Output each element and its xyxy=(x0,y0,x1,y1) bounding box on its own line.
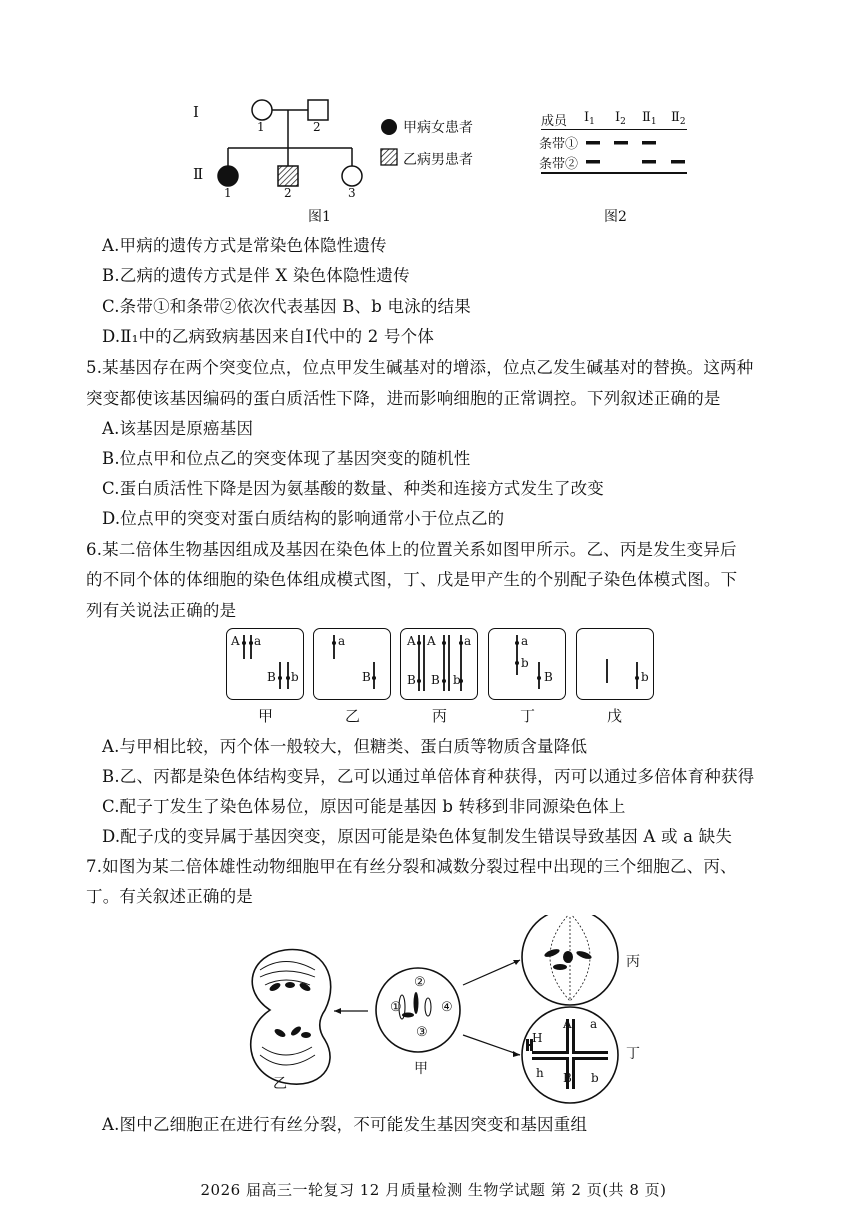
generation-II-label: Ⅱ xyxy=(193,165,204,183)
q6-option-a: A.与甲相比较，丙个体一般较大，但糖类、蛋白质等物质含量降低 xyxy=(102,737,588,756)
panel-label-jia: 甲 xyxy=(258,707,274,725)
page-footer: 2026 届高三一轮复习 12 月质量检测 生物学试题 第 2 页(共 8 页) xyxy=(200,1181,667,1199)
generation-I-label: Ⅰ xyxy=(193,103,199,121)
I1-number: 1 xyxy=(257,120,265,134)
panel-wu: b xyxy=(576,628,654,700)
panel-yi: a B xyxy=(313,628,391,700)
cell-label-bing: 丙 xyxy=(626,954,640,970)
q5-option-a: A.该基因是原癌基因 xyxy=(102,419,254,438)
q6-stem-line2: 的不同个体的体细胞的染色体组成模式图，丁、戊是甲产生的个别配子染色体模式图。下 xyxy=(86,570,738,589)
col-II2: $Ⅱ_2$ xyxy=(671,110,686,127)
band-marks xyxy=(580,136,690,166)
q6-option-b: B.乙、丙都是染色体结构变异，乙可以通过单倍体育种获得，丙可以通过多倍体育种获得 xyxy=(102,767,755,786)
q6-option-c: C.配子丁发生了染色体易位，原因可能是基因 b 转移到非同源染色体上 xyxy=(102,797,626,816)
q6-option-d: D.配子戊的变异属于基因突变，原因可能是染色体复制发生错误导致基因 A 或 a 缺失 xyxy=(102,827,733,846)
II1-number: 1 xyxy=(224,186,232,200)
chrom-number-4: ④ xyxy=(441,1000,453,1015)
II1-affected-female-symbol xyxy=(218,166,238,186)
q5-option-b: B.位点甲和位点乙的突变体现了基因突变的随机性 xyxy=(102,449,471,468)
q7-stem-line1: 7.如图为某二倍体雄性动物细胞甲在有丝分裂和减数分裂过程中出现的三个细胞乙、丙、 xyxy=(86,857,737,876)
panel-label-bing: 丙 xyxy=(432,707,448,725)
legend-disease-b-male: 乙病男患者 xyxy=(403,152,473,168)
col-I2: $Ⅰ_2$ xyxy=(615,110,626,127)
row-band-2: 条带② xyxy=(539,157,579,172)
legend-symbols xyxy=(380,118,400,168)
q5-stem-line1: 5.某基因存在两个突变位点，位点甲发生碱基对的增添，位点乙发生碱基对的替换。这两种 xyxy=(86,358,754,377)
II3-female-symbol xyxy=(342,166,362,186)
ding-gene-a: a xyxy=(590,1017,598,1031)
col-I1: $Ⅰ_1$ xyxy=(584,110,595,127)
q6-stem-line3: 列有关说法正确的是 xyxy=(86,601,237,620)
q5-option-d: D.位点甲的突变对蛋白质结构的影响通常小于位点乙的 xyxy=(102,509,505,528)
panel-label-yi: 乙 xyxy=(345,707,361,725)
ding-gene-A: A xyxy=(563,1017,572,1031)
header-members: 成员 xyxy=(541,114,568,129)
q4-option-b: B.乙病的遗传方式是伴 X 染色体隐性遗传 xyxy=(102,266,410,285)
q5-stem-line2: 突变都使该基因编码的蛋白质活性下降，进而影响细胞的正常调控。下列叙述正确的是 xyxy=(86,389,721,408)
cell-label-jia: 甲 xyxy=(414,1061,428,1077)
q7-option-a: A.图中乙细胞正在进行有丝分裂，不可能发生基因突变和基因重组 xyxy=(102,1115,588,1134)
cell-yi xyxy=(251,950,331,1085)
cell-label-yi: 乙 xyxy=(273,1076,287,1092)
q4-option-a: A.甲病的遗传方式是常染色体隐性遗传 xyxy=(102,236,387,255)
chrom-number-1: ① xyxy=(390,1000,402,1015)
ding-gene-H: H xyxy=(532,1031,543,1045)
II2-number: 2 xyxy=(284,186,292,200)
ding-gene-B: B xyxy=(563,1071,572,1085)
row-band-1: 条带① xyxy=(539,137,579,152)
q5-option-c: C.蛋白质活性下降是因为氨基酸的数量、种类和连接方式发生了改变 xyxy=(102,479,604,498)
panel-jia: A a B b xyxy=(226,628,304,700)
q4-option-d: D.Ⅱ₁中的乙病致病基因来自Ⅰ代中的 2 号个体 xyxy=(102,327,435,346)
II3-number: 3 xyxy=(348,186,356,200)
panel-label-wu: 戊 xyxy=(607,707,623,725)
panel-bing: A A a B B b xyxy=(400,628,478,700)
figure1-caption: 图1 xyxy=(308,209,331,225)
I1-female-symbol xyxy=(252,100,272,120)
I2-male-symbol xyxy=(308,100,328,120)
cell-label-ding: 丁 xyxy=(626,1046,640,1062)
panel-label-ding: 丁 xyxy=(520,707,536,725)
q6-stem-line1: 6.某二倍体生物基因组成及基因在染色体上的位置关系如图甲所示。乙、丙是发生变异后 xyxy=(86,540,737,559)
panel-ding: a b B xyxy=(488,628,566,700)
figure2-caption: 图2 xyxy=(604,209,627,225)
q4-option-c: C.条带①和条带②依次代表基因 B、b 电泳的结果 xyxy=(102,297,471,316)
II2-affected-male-symbol xyxy=(278,166,298,186)
q7-stem-line2: 丁。有关叙述正确的是 xyxy=(86,887,253,906)
ding-gene-h: h xyxy=(536,1066,544,1080)
legend-disease-a-female: 甲病女患者 xyxy=(403,120,473,136)
chrom-number-2: ② xyxy=(414,975,426,990)
ding-gene-b: b xyxy=(591,1071,599,1085)
chrom-number-3: ③ xyxy=(416,1025,428,1040)
I2-number: 2 xyxy=(313,120,321,134)
col-II1: $Ⅱ_1$ xyxy=(642,110,657,127)
